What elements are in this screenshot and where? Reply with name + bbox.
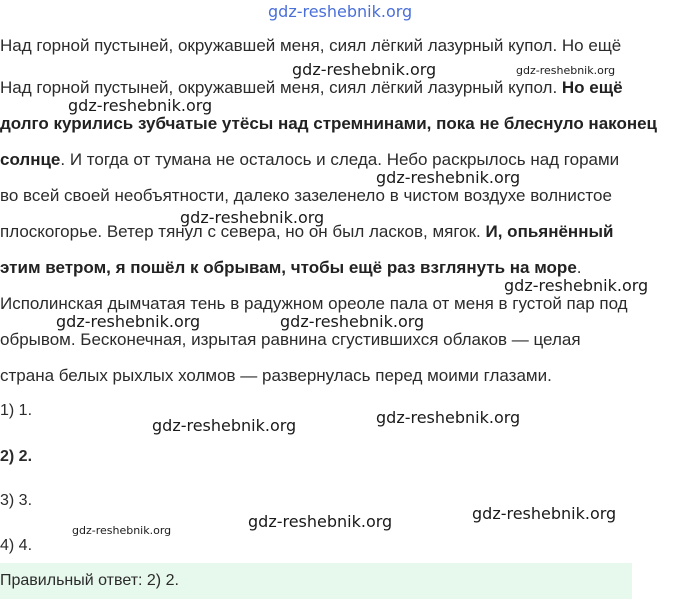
option-4[interactable]: 4) 4. — [0, 537, 33, 554]
correct-answer-text: Правильный ответ: 2) 2. — [0, 572, 179, 589]
option-2[interactable]: 2) 2. — [0, 448, 33, 465]
passage-line: обрывом. Бесконечная, изрытая равнина сгустившихся облаков — целая — [0, 330, 581, 349]
passage-line: страна белых рыхлых холмов — развернулась перед моими глазами. — [0, 366, 552, 385]
passage-line: долго курились зубчатые утёсы над стремнинами, пока не блеснуло наконец — [0, 114, 657, 133]
watermark: gdz-reshebnik.org — [292, 60, 437, 79]
watermark: gdz-reshebnik.org — [68, 96, 213, 115]
watermark-top: gdz-reshebnik.org — [268, 2, 413, 21]
watermark: gdz-reshebnik.org — [72, 524, 172, 537]
watermark: gdz-reshebnik.org — [376, 168, 521, 187]
task-statement: Над горной пустыней, окружавшей меня, сиял лёгкий лазурный купол. Но ещё — [0, 36, 622, 55]
correct-answer-box — [0, 563, 632, 599]
watermark: gdz-reshebnik.org — [56, 312, 201, 331]
watermark: gdz-reshebnik.org — [376, 408, 521, 427]
watermark: gdz-reshebnik.org — [152, 416, 297, 435]
passage-line: солнце. И тогда от тумана не осталось и следа. Небо раскрылось над горами — [0, 150, 620, 169]
watermark: gdz-reshebnik.org — [248, 512, 393, 531]
option-1[interactable]: 1) 1. — [0, 402, 33, 419]
passage-line: Над горной пустыней, окружавшей меня, сиял лёгкий лазурный купол. Но ещё — [0, 78, 623, 97]
passage-line: этим ветром, я пошёл к обрывам, чтобы ещё раз взглянуть на море. — [0, 258, 582, 277]
passage-line: плоскогорье. Ветер тянул с севера, но он был ласков, мягок. И, опьянённый — [0, 222, 614, 241]
watermark: gdz-reshebnik.org — [504, 276, 649, 295]
passage-line: Исполинская дымчатая тень в радужном ореоле пала от меня в густой пар под — [0, 294, 628, 313]
watermark: gdz-reshebnik.org — [472, 504, 617, 523]
passage-line: во всей своей необъятности, далеко зазеленело в чистом воздухе волнистое — [0, 186, 612, 205]
option-3[interactable]: 3) 3. — [0, 492, 33, 509]
watermark: gdz-reshebnik.org — [516, 64, 616, 77]
watermark: gdz-reshebnik.org — [180, 208, 325, 227]
watermark: gdz-reshebnik.org — [280, 312, 425, 331]
